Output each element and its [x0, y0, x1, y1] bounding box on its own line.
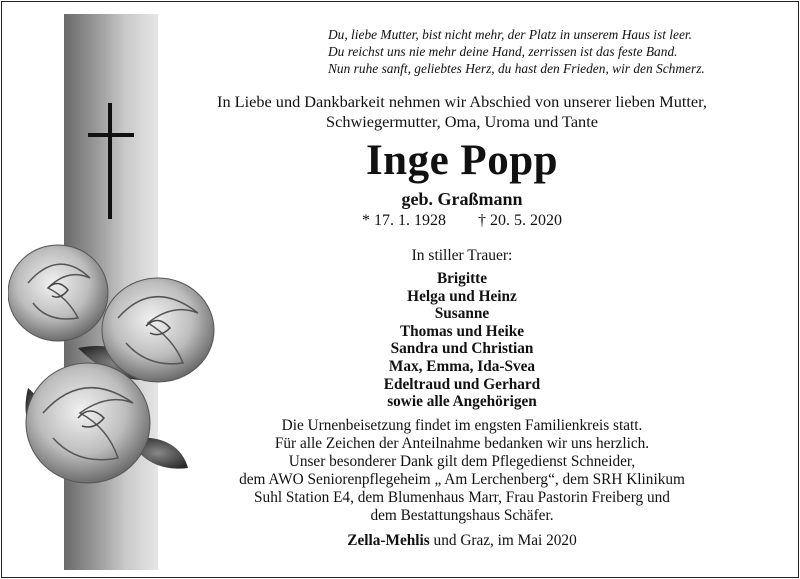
- intro-text: [182, 92, 742, 132]
- poem-line: Du reichst uns nie mehr deine Hand, zerrissen ist das feste Band.: [328, 44, 678, 59]
- birth-name: geb. Graßmann: [401, 189, 523, 209]
- intro-line: In Liebe und Dankbarkeit nehmen wir Abschied von unserer lieben Mutter,: [217, 92, 707, 111]
- intro-line: Schwiegermutter, Oma, Uroma und Tante: [326, 112, 598, 131]
- mourner: Max, Emma, Ida-Svea: [388, 357, 536, 375]
- cross-icon-bar: [88, 133, 134, 137]
- cross-icon: [108, 103, 112, 219]
- mourner: Sandra und Christian: [390, 340, 534, 358]
- closing-line: dem AWO Seniorenpflegeheim „ Am Lerchenberg“, dem SRH Klinikum: [239, 471, 685, 488]
- death-date: † 20. 5. 2020: [478, 212, 562, 229]
- mourner: Susanne: [434, 305, 490, 323]
- obituary-notice: [1, 1, 799, 578]
- mourner: Helga und Heinz: [407, 287, 517, 305]
- deceased-name: Inge Popp: [365, 137, 559, 184]
- place-and-date: [182, 532, 742, 550]
- closing-text: [182, 417, 742, 525]
- poem: [328, 26, 788, 77]
- closing-line: Suhl Station E4, dem Blumenhaus Marr, Frau Pastorin Freiberg und: [254, 489, 670, 506]
- closing-line: Unser besonderer Dank gilt dem Pflegedienst Schneider,: [288, 453, 636, 470]
- closing-line: dem Bestattungshaus Schäfer.: [370, 507, 554, 524]
- closing-line: Für alle Zeichen der Anteilnahme bedanken wir uns herzlich.: [274, 435, 650, 452]
- mourners-list: [182, 270, 742, 411]
- town-name: Zella-Mehlis: [347, 532, 430, 549]
- poem-line: Nun ruhe sanft, geliebtes Herz, du hast den Frieden, wir den Schmerz.: [328, 61, 705, 76]
- poem-line: Du, liebe Mutter, bist nicht mehr, der Platz in unserem Haus ist leer.: [328, 27, 692, 42]
- rose-bottom: [26, 363, 150, 483]
- mourning-heading: In stiller Trauer:: [411, 247, 513, 264]
- mourner: Thomas und Heike: [399, 322, 525, 340]
- mourner: sowie alle Angehörigen: [387, 393, 537, 411]
- mourner: Brigitte: [436, 270, 488, 287]
- closing-line: Die Urnenbeisetzung findet im engsten Familienkreis statt.: [281, 417, 643, 434]
- mourner: Edeltraud und Gerhard: [383, 375, 541, 393]
- rose-top-left: [8, 245, 108, 341]
- life-dates: [182, 211, 742, 231]
- place-rest: und Graz, im Mai 2020: [429, 532, 577, 549]
- birth-date: * 17. 1. 1928: [362, 212, 446, 229]
